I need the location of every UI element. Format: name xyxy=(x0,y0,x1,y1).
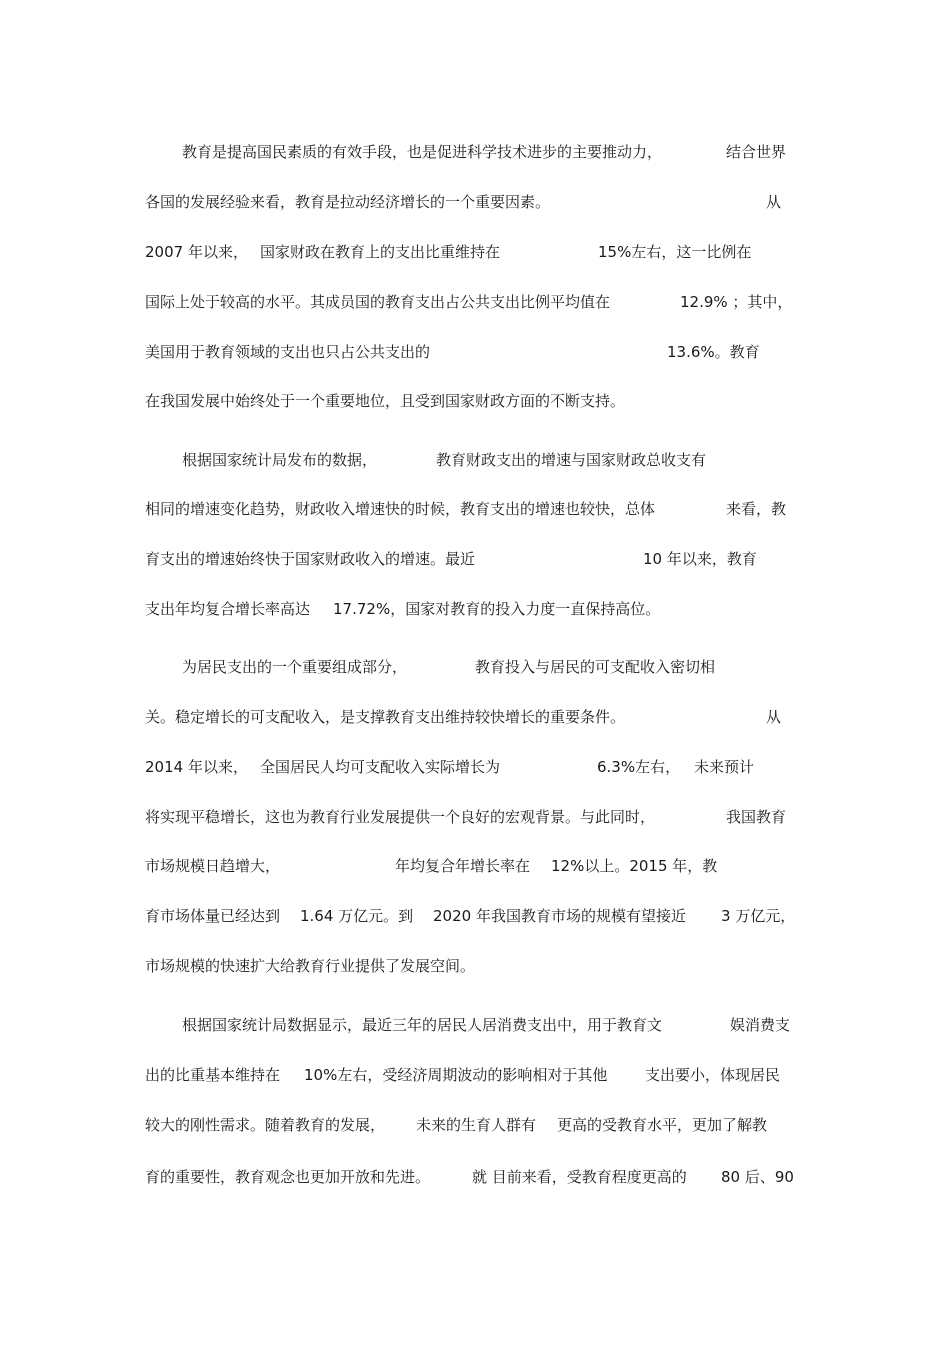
text-segment: 从 xyxy=(766,708,782,726)
text-segment: 2007 年以来， xyxy=(145,243,248,261)
text-segment: 2014 年以来， xyxy=(145,758,248,776)
text-segment: 将实现平稳增长，这也为教育行业发展提供一个良好的宏观背景。与此同时， xyxy=(145,808,656,826)
text-segment: 全国居民人均可支配收入实际增长为 xyxy=(260,758,501,776)
text-segment: 较大的刚性需求。随着教育的发展， xyxy=(145,1116,386,1134)
text-segment: 支出要小，体现居民 xyxy=(645,1066,781,1084)
text-segment: 17.72%，国家对教育的投入力度一直保持高位。 xyxy=(333,600,661,618)
text-segment: 育市场体量已经达到 xyxy=(145,907,281,925)
text-segment: 育的重要性，教育观念也更加开放和先进。 xyxy=(145,1168,431,1186)
text-segment: 国际上处于较高的水平。其成员国的教育支出占公共支出比例平均值在 xyxy=(145,293,611,311)
text-segment: 支出年均复合增长率高达 xyxy=(145,600,311,618)
text-segment: 市场规模日趋增大， xyxy=(145,857,281,875)
text-segment: 3 万亿元， xyxy=(721,907,796,925)
text-segment: 从 xyxy=(766,193,782,211)
text-segment: 关。稳定增长的可支配收入，是支撑教育支出维持较快增长的重要条件。 xyxy=(145,708,626,726)
text-segment: 美国用于教育领域的支出也只占公共支出的 xyxy=(145,343,431,361)
text-segment: 就 目前来看，受教育程度更高的 xyxy=(472,1168,687,1186)
text-segment: 根据国家统计局发布的数据， xyxy=(182,451,378,469)
text-segment: 未来的生育人群有 xyxy=(416,1116,537,1134)
text-segment: 教育财政支出的增速与国家财政总收支有 xyxy=(436,451,707,469)
text-segment: 育支出的增速始终快于国家财政收入的增速。最近 xyxy=(145,550,476,568)
text-segment: 出的比重基本维持在 xyxy=(145,1066,281,1084)
text-segment: 未来预计 xyxy=(694,758,755,776)
text-segment: 1.64 万亿元。到 xyxy=(300,907,414,925)
text-segment: 80 后、90 xyxy=(721,1168,794,1186)
text-segment: 15%左右，这一比例在 xyxy=(598,243,752,261)
text-segment: 更高的受教育水平，更加了解教 xyxy=(557,1116,768,1134)
text-segment: 2020 年我国教育市场的规模有望接近 xyxy=(433,907,686,925)
text-segment: 6.3%左右， xyxy=(597,758,681,776)
text-segment: 年均复合年增长率在 xyxy=(395,857,531,875)
text-segment: 相同的增速变化趋势，财政收入增速快的时候，教育支出的增速也较快，总体 xyxy=(145,500,656,518)
text-segment: 12%以上。2015 年，教 xyxy=(551,857,718,875)
text-segment: 教育是提高国民素质的有效手段，也是促进科学技术进步的主要推动力， xyxy=(182,143,663,161)
text-segment: 娱消费支 xyxy=(730,1016,791,1034)
text-segment: 根据国家统计局数据显示，最近三年的居民人居消费支出中，用于教育文 xyxy=(182,1016,663,1034)
text-segment: 10%左右，受经济周期波动的影响相对于其他 xyxy=(304,1066,608,1084)
text-segment: 在我国发展中始终处于一个重要地位，且受到国家财政方面的不断支持。 xyxy=(145,392,626,410)
text-segment: 来看，教 xyxy=(726,500,787,518)
text-segment: 12.9% ；其中， xyxy=(680,293,793,311)
text-segment: 各国的发展经验来看，教育是拉动经济增长的一个重要因素。 xyxy=(145,193,551,211)
text-segment: 13.6%。教育 xyxy=(667,343,760,361)
text-segment: 我国教育 xyxy=(726,808,787,826)
text-segment: 市场规模的快速扩大给教育行业提供了发展空间。 xyxy=(145,957,476,975)
text-segment: 10 年以来，教育 xyxy=(643,550,757,568)
text-segment: 教育投入与居民的可支配收入密切相 xyxy=(475,658,716,676)
text-segment: 结合世界 xyxy=(726,143,787,161)
text-segment: 为居民支出的一个重要组成部分， xyxy=(182,658,408,676)
text-segment: 国家财政在教育上的支出比重维持在 xyxy=(260,243,501,261)
